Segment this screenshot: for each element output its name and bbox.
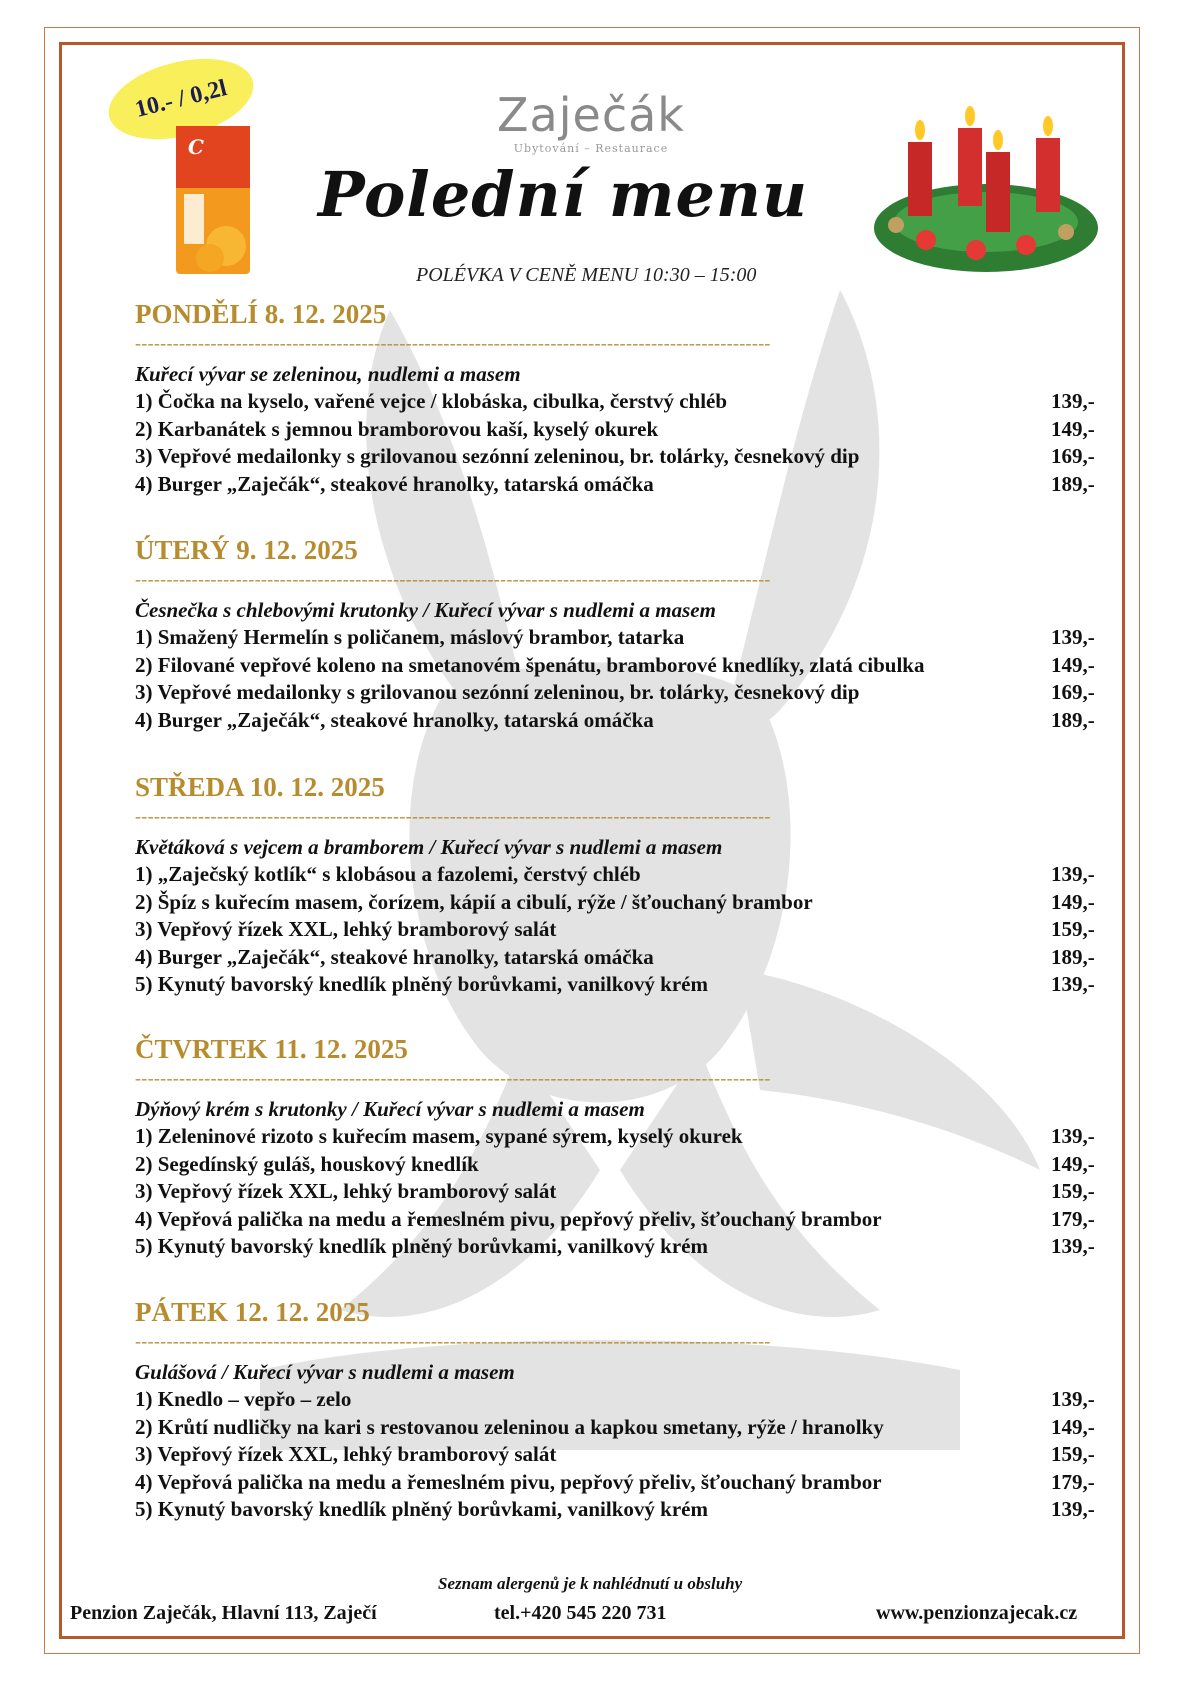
day-soup: Kuřecí vývar se zeleninou, nudlemi a masem xyxy=(135,362,521,386)
menu-item-price: 139,- xyxy=(1051,625,1095,649)
menu-item-name: 2) Filované vepřové koleno na smetanovém špenátu, bramborové knedlíky, zlatá cibulka xyxy=(135,652,925,677)
menu-item-name: 1) Čočka na kyselo, vařené vejce / klobáska, cibulka, čerstvý chléb xyxy=(135,389,728,413)
day-divider: ----------------------------------------------------------------------------------------------------- xyxy=(135,569,771,589)
day-section xyxy=(135,1295,1111,1524)
menu-item-name: 5) Kynutý bavorský knedlík plněný borůvkami, vanilkový krém xyxy=(135,972,708,996)
menu-item-name: 4) Vepřová palička na medu a řemeslném pivu, pepřový přeliv, šťouchaný brambor xyxy=(135,1469,882,1494)
day-title: ČTVRTEK 11. 12. 2025 xyxy=(135,1034,408,1064)
menu-item-name: 2) Segedínský guláš, houskový knedlík xyxy=(135,1151,479,1176)
menu-item xyxy=(135,388,1111,416)
menu-item xyxy=(135,1386,1111,1414)
menu-title: Polední menu xyxy=(318,158,809,231)
menu-item xyxy=(135,1496,1111,1524)
menu-item-name: 3) Vepřové medailonky s grilovanou sezónní zeleninou, br. tolárky, česnekový dip xyxy=(135,444,860,468)
menu-item-price: 139,- xyxy=(1051,1234,1095,1258)
menu-item-price: 149,- xyxy=(1051,889,1095,914)
allergen-note: Seznam alergenů je k nahlédnutí u obsluhy xyxy=(438,1574,743,1593)
menu-item-price: 189,- xyxy=(1051,471,1095,496)
menu-item-name: 1) „Zaječský kotlík“ s klobásou a fazolemi, čerstvý chléb xyxy=(135,862,641,886)
day-title: PÁTEK 12. 12. 2025 xyxy=(135,1297,370,1327)
menu-item xyxy=(135,971,1111,999)
menu-item xyxy=(135,1469,1111,1497)
menu-item-price: 139,- xyxy=(1051,389,1095,413)
day-section xyxy=(135,1032,1111,1261)
menu-item-price: 179,- xyxy=(1051,1469,1095,1494)
footer-website-link[interactable]: www.penzionzajecak.cz xyxy=(876,1602,1078,1624)
menu-item-price: 159,- xyxy=(1051,1442,1095,1466)
day-soup: Gulášová / Kuřecí vývar s nudlemi a masem xyxy=(135,1360,515,1384)
menu-item-price: 149,- xyxy=(1051,1414,1095,1439)
menu-item-name: 1) Knedlo – vepřo – zelo xyxy=(135,1387,352,1411)
menu-item-name: 4) Vepřová palička na medu a řemeslném pivu, pepřový přeliv, šťouchaný brambor xyxy=(135,1206,882,1231)
menu-item-price: 139,- xyxy=(1051,972,1095,996)
logo-tagline: Ubytování – Restaurace xyxy=(513,142,669,155)
day-section xyxy=(135,770,1111,999)
menu-item-name: 5) Kynutý bavorský knedlík plněný borůvkami, vanilkový krém xyxy=(135,1234,708,1258)
menu-item-price: 159,- xyxy=(1051,1179,1095,1203)
menu-item-price: 169,- xyxy=(1051,680,1095,704)
day-title: STŘEDA 10. 12. 2025 xyxy=(135,772,385,802)
day-section xyxy=(135,297,1111,498)
day-soup: Květáková s vejcem a bramborem / Kuřecí vývar s nudlemi a masem xyxy=(135,835,723,859)
menu-item-price: 139,- xyxy=(1051,862,1095,886)
juice-carton-icon xyxy=(170,120,256,278)
menu-item xyxy=(135,416,1111,444)
menu-item xyxy=(135,1178,1111,1206)
menu-item-price: 189,- xyxy=(1051,707,1095,732)
menu-item xyxy=(135,471,1111,499)
menu-item-price: 149,- xyxy=(1051,416,1095,441)
day-title: PONDĚLÍ 8. 12. 2025 xyxy=(135,299,387,329)
menu-item-name: 1) Zeleninové rizoto s kuřecím masem, sypané sýrem, kyselý okurek xyxy=(135,1124,743,1148)
menu-item xyxy=(135,944,1111,972)
badge-text: 10.- / 0,2l xyxy=(132,74,230,123)
menu-item xyxy=(135,1233,1111,1261)
menu-item-name: 3) Vepřový řízek XXL, lehký bramborový salát xyxy=(135,1179,557,1203)
menu-item-price: 169,- xyxy=(1051,444,1095,468)
menu-item-name: 3) Vepřový řízek XXL, lehký bramborový salát xyxy=(135,917,557,941)
menu-item-price: 189,- xyxy=(1051,944,1095,969)
advent-wreath-icon xyxy=(866,100,1106,280)
menu-item-price: 139,- xyxy=(1051,1387,1095,1411)
soup-price-note: POLÉVKA V CENĚ MENU 10:30 – 15:00 xyxy=(416,264,757,286)
menu-item-name: 4) Burger „Zaječák“, steakové hranolky, tatarská omáčka xyxy=(135,471,654,496)
menu-item-price: 149,- xyxy=(1051,1151,1095,1176)
menu-item xyxy=(135,916,1111,944)
restaurant-logo xyxy=(486,88,696,155)
day-soup: Dýňový krém s krutonky / Kuřecí vývar s nudlemi a masem xyxy=(135,1097,645,1121)
menu-item-name: 5) Kynutý bavorský knedlík plněný borůvkami, vanilkový krém xyxy=(135,1497,708,1521)
menu-item-name: 3) Vepřové medailonky s grilovanou sezónní zeleninou, br. tolárky, česnekový dip xyxy=(135,680,860,704)
menu-item-name: 3) Vepřový řízek XXL, lehký bramborový salát xyxy=(135,1442,557,1466)
menu-item-price: 139,- xyxy=(1051,1497,1095,1521)
footer-address: Penzion Zaječák, Hlavní 113, Zaječí xyxy=(70,1602,377,1624)
menu-item xyxy=(135,624,1111,652)
menu-item xyxy=(135,1123,1111,1151)
footer-phone[interactable]: tel.+420 545 220 731 xyxy=(494,1602,667,1624)
menu-item-price: 179,- xyxy=(1051,1206,1095,1231)
day-divider: ----------------------------------------------------------------------------------------------------- xyxy=(135,806,771,826)
menu-item-name: 2) Karbanátek s jemnou bramborovou kaší, kyselý okurek xyxy=(135,416,659,441)
day-divider: ----------------------------------------------------------------------------------------------------- xyxy=(135,1068,771,1088)
day-divider: ----------------------------------------------------------------------------------------------------- xyxy=(135,333,771,353)
menu-item xyxy=(135,652,1111,680)
menu-item-name: 4) Burger „Zaječák“, steakové hranolky, tatarská omáčka xyxy=(135,944,654,969)
menu-item xyxy=(135,889,1111,917)
menu-item xyxy=(135,679,1111,707)
menu-item-price: 139,- xyxy=(1051,1124,1095,1148)
menu-item-name: 2) Krůtí nudličky na kari s restovanou zeleninou a kapkou smetany, rýže / hranolky xyxy=(135,1414,884,1439)
menu-item xyxy=(135,861,1111,889)
menu-item xyxy=(135,707,1111,735)
day-section xyxy=(135,533,1111,734)
menu-item-name: 2) Špíz s kuřecím masem, čorízem, kápií a cibulí, rýže / šťouchaný brambor xyxy=(135,889,813,914)
menu-item-name: 4) Burger „Zaječák“, steakové hranolky, tatarská omáčka xyxy=(135,707,654,732)
day-soup: Česnečka s chlebovými krutonky / Kuřecí vývar s nudlemi a masem xyxy=(135,598,716,622)
menu-item-price: 159,- xyxy=(1051,917,1095,941)
menu-item xyxy=(135,1441,1111,1469)
menu-item xyxy=(135,1151,1111,1179)
menu-item-name: 1) Smažený Hermelín s poličanem, máslový brambor, tatarka xyxy=(135,625,685,649)
day-title: ÚTERÝ 9. 12. 2025 xyxy=(135,535,358,565)
svg-text:C: C xyxy=(188,135,204,159)
logo-name: Zaječák xyxy=(497,88,685,142)
day-divider: ----------------------------------------------------------------------------------------------------- xyxy=(135,1331,771,1351)
menu-item-price: 149,- xyxy=(1051,652,1095,677)
menu-item xyxy=(135,1206,1111,1234)
menu-item xyxy=(135,443,1111,471)
menu-item xyxy=(135,1414,1111,1442)
